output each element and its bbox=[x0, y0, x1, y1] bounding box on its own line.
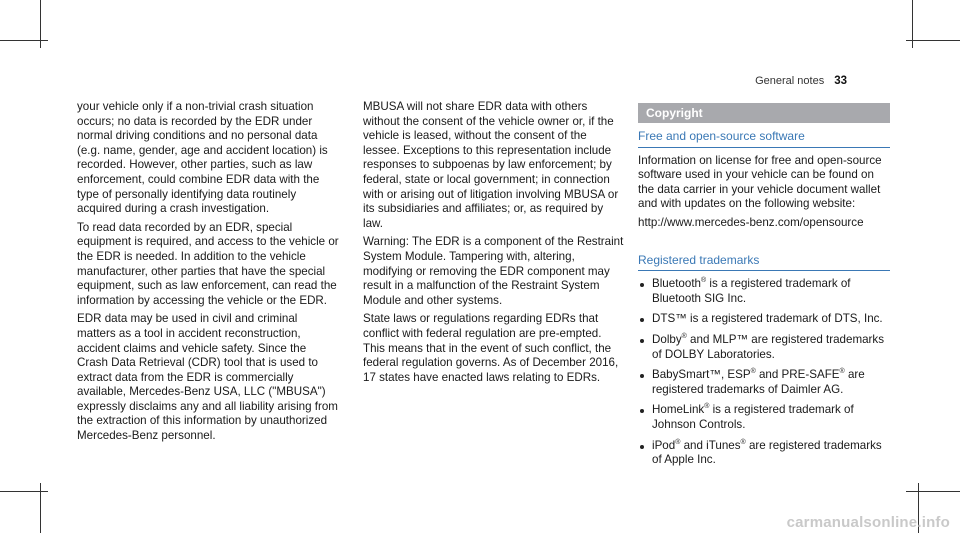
crop-mark bbox=[0, 40, 48, 41]
copyright-banner: Copyright bbox=[638, 103, 890, 123]
crop-mark bbox=[906, 40, 960, 41]
paragraph: your vehicle only if a non-trivial crash situation occurs; no data is recorded by the EDR under normal driving conditions and no personal data (e.g. name, gender, age and accident location) is recorded. However, other parties, such as law enforcement, could combine EDR data with the type of personally identifying data routinely acquired during a crash investigation. bbox=[77, 100, 328, 216]
crop-mark bbox=[0, 491, 48, 492]
paragraph: MBUSA will not share EDR data with others without the consent of the vehicle owner or, if the vehicle is leased, without the consent of the lessee. Exceptions to this representation include responses to subpoenas by law enforcement; by federal, state or local government; in connection with or arising out of litigation involving MBUSA or its subsidiaries and affiliates; or, as required by law. bbox=[363, 100, 619, 230]
list-item: BabySmart™, ESP® and PRE-SAFE® are registered trademarks of Daimler AG. bbox=[638, 368, 890, 397]
list-item: HomeLink® is a registered trademark of Johnson Controls. bbox=[638, 403, 890, 432]
subheading-trademarks: Registered trademarks bbox=[638, 253, 890, 272]
watermark: carmanualsonline.info bbox=[786, 514, 950, 531]
subheading-open-source: Free and open-source software bbox=[638, 129, 890, 148]
paragraph: State laws or regulations regarding EDRs that conflict with federal regulation are pre-empted. This means that in the event of such conflict, the federal regulation governs. As of December 2016, 17 states have enacted laws relating to EDRs. bbox=[363, 312, 619, 384]
crop-mark bbox=[906, 491, 960, 492]
list-item: Dolby® and MLP™ are registered trademarks of DOLBY Laboratories. bbox=[638, 333, 890, 362]
paragraph: Information on license for free and open-source software used in your vehicle can be found on the data carrier in your vehicle document wallet and with updates on the following website: bbox=[638, 153, 882, 211]
opensource-url: http://www.mercedes-benz.com/opensource bbox=[638, 215, 864, 229]
list-item: iPod® and iTunes® are registered trademarks of Apple Inc. bbox=[638, 439, 890, 468]
section-title: General notes bbox=[755, 75, 825, 87]
page-header bbox=[755, 75, 847, 87]
page-number: 33 bbox=[834, 75, 847, 87]
right-column bbox=[638, 103, 890, 474]
list-item: Bluetooth® is a registered trademark of Bluetooth SIG Inc. bbox=[638, 277, 890, 306]
list-item: DTS™ is a registered trademark of DTS, Inc. bbox=[638, 312, 890, 327]
middle-column bbox=[363, 100, 625, 389]
trademark-list bbox=[638, 277, 890, 468]
paragraph: Warning: The EDR is a component of the Restraint System Module. Tampering with, altering, modifying or removing the EDR component may result in a malfunction of the Restraint System Module and other systems. bbox=[363, 235, 624, 307]
left-column bbox=[77, 100, 339, 448]
paragraph: EDR data may be used in civil and criminal matters as a tool in accident reconstruction, accident claims and vehicle safety. Since the Crash Data Retrieval (CDR) tool that is used to extract data from the EDR is commercially available, Mercedes-Benz USA, LLC ("MBUSA") expressly disclaims any and all liability arising from the extraction of this information by unauthorized Mercedes-Benz personnel. bbox=[77, 312, 338, 443]
paragraph: To read data recorded by an EDR, special equipment is required, and access to the vehicle or the EDR is needed. In addition to the vehicle manufacturer, other parties that have the special equipment, such as law enforcement, can read the information by accessing the vehicle or the EDR. bbox=[77, 220, 339, 307]
